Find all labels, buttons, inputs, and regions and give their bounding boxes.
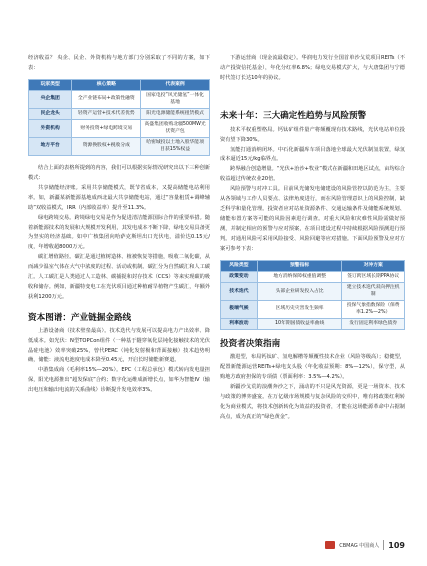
magazine-logo-icon (325, 541, 335, 549)
section-heading: 未来十年：三大确定性趋势与风险预警 (220, 110, 367, 121)
table-cell: 央企集团 (29, 91, 72, 109)
table-cell: 高盛集团收购北疆500MW光伏资产包 (141, 120, 210, 138)
section-heading: 投资者决策指南 (220, 339, 281, 350)
table-cell: 建立技术迭代双向押注机制 (342, 283, 405, 301)
table-cell: 民企龙头 (29, 109, 72, 120)
table-cell: 10年期国债收益率曲线 (257, 318, 342, 329)
paragraph: 绿电跨境交易。跨境绿电交易是作为促进清洁能源国际合作的重要举措。随着新能源技术的发展和大规模开发利用，其发电成本不断下降，绿电交易具备更为坚实的经济基础。如中广核集团向哈萨克斯坦出口光伏电，溢价达0.15元/度，年增收超8000万元。 (28, 214, 210, 251)
paragraph: 经济收益？ 央企、民企、外资机构与地方部门分别采取了不同的方案，如下表： (28, 55, 210, 71)
table-cell: 政策变动 (221, 271, 258, 282)
paragraph: 风险预警与对冲工具。目前风光储发电储建设的风险管控以防范为主，主要从各领域与工作人员要点、法律角度进行，而在风险管理意识上的风险控制，缺乏科学和量化管理。投资者应对站址资源条件、交通运输条件及储能系统规划、储能布置方案等可能的风险因素进行调查。对重大风险和灾难性风险需做好预测，并制定相应的预警与应对预案，在项目建设过程中持续根据风险预测进行预判。对通用风险可采用风险接受、风险回避等应对措施。下面风险预警及应对方案可参考下表： (220, 186, 405, 252)
table-row (221, 271, 405, 282)
table-cell: 技术迭代 (221, 283, 258, 301)
table-cell: 头部企业研发投入占比 (257, 283, 342, 301)
table-cell: 国家电投“风光储氢”一体化基地 (141, 91, 210, 109)
column-header: 风险类型 (221, 260, 258, 271)
paragraph: 跨界融合创造增量。“光伏+治沙+牧业”模式在新疆和田地区试点，亩均综合收益超过传统农业20倍。 (220, 166, 405, 183)
page-footer (305, 538, 405, 552)
table-cell: 地方消纳保障权重值调整 (257, 271, 342, 282)
column-header: 对冲方案 (342, 260, 405, 271)
paragraph: 共享储能经济账。采用共享储能模式，既节省成本，又提高储能电站利用率。如，新疆某新能源基地成西北最大共享储能电站，通过“容量租赁+调峰辅助”双收益模式，IRR（内部收益率）提升至11.3%。 (28, 184, 210, 211)
table-cell: 财务投资+绿电跨境交易 (72, 120, 141, 138)
table-cell: 签订跨区域长期PPA协议 (342, 271, 405, 282)
table-cell: 外资机构 (29, 120, 72, 138)
left-column (28, 54, 210, 396)
paragraph: 上游设备商（技术壁垒最高）。技术迭代与发展可以提高电力产出效率、降低成本。如光伏：N型TOPCon组件（一种基于隧穿氧化层钝化接触技术的光伏晶硅电池）效率突破25%，曾代PERC（钝化发射极和背面接触）技术趋势明确，储能：液流电池度电成本降至0.45元，开启长时储能新赛道。 (28, 327, 210, 364)
table-cell: 极端气候 (221, 301, 258, 319)
table-cell: 哈密城投以土地入股华能项目获15%权益 (141, 138, 210, 156)
table-cell: 资源换股权+税收分成 (72, 138, 141, 156)
table-cell: 阳光电源储能系统租赁模式 (141, 109, 210, 120)
table-cell: 发行固定利率绿色债券 (342, 318, 405, 329)
table-header-row (221, 260, 405, 271)
table-header-row (29, 79, 210, 90)
risk-table (220, 260, 405, 331)
column-header: 代表案例 (141, 79, 210, 90)
table-row (29, 91, 210, 109)
paragraph: 中游集成商（毛利率15%—20%）。EPC（工程总承包）模式转向发电量担保，阳光电源推出“超发保底”合约；数字化运维成新增长点，如华为智能IV（输出电压和输出电流的关系曲线）诊断提升发电效率3%。 (28, 367, 210, 394)
paragraph: 新疆沙戈荒的浪潮奔沙之下，涌动的不只是风光资源，更是一场资本、技术与政策的博弈盛宴。在万亿级市场规模与复杂风险的交织中，唯有将政策红利转化为商业模式，将技术创新转化为效益的投资者，才能在这场能源革命中占据制高点，成为真正的“绿色黄金”。 (220, 384, 405, 420)
page-number: 109 (388, 540, 405, 550)
paragraph: 碳汇增值路径。碳汇是通过植树造林、植被恢复等措施，吸收二氧化碳，从而减少温室气体在大气中浓度的过程、活动或机制。碳汇分为自然碳汇和人工碳汇。人工碳汇是人类通过人工造林、碳捕捉和封存技术（CCS）等来实现碳的吸收和储存。例如，新疆特变电工在光伏项目通过种植耐旱植物产生碳汇，年额外获利1200万元。 (28, 254, 210, 300)
strategy-table (28, 79, 210, 156)
table-row (29, 138, 210, 156)
paragraph: 激进型，布局钙钛矿、氢电解槽等颠覆性技术企业（风险等级高）；稳健型，配置新能源运营REITs+绿电支头股（年化收益预期：8%—12%），保守型，从购地方政府担保的专项债（票面利率：3.5%—4.2%）。 (220, 354, 405, 381)
column-header: 预警指标 (257, 260, 342, 271)
table-row (29, 120, 210, 138)
table-cell: 地方平台 (29, 138, 72, 156)
right-column (220, 54, 405, 423)
magazine-brand: CBMAG 中国商人 (339, 542, 380, 549)
table-row (221, 283, 405, 301)
table-row (221, 318, 405, 329)
paragraph: 结合上面的表格所提到的内容，我们可以根据实际情况研究出以下三种创新模式： (28, 165, 210, 181)
table-cell: 投保气象指数保险（保费率1.2%—2%） (342, 301, 405, 319)
section-heading: 资本图谱：产业链掘金路线 (28, 312, 132, 323)
table-row (29, 109, 210, 120)
paragraph: 下游运营商（现金流最稳定）。华润电力发行全国首单沙戈荒项目REITs（不动产投资信托基金），年化分红率6.8%；绿电交易模式扩大，与大唐集团与宁德时代签订长达10年的协议。 (220, 55, 405, 81)
paragraph: 技术平权重塑格局。钙钛矿组件量产将颠覆现有技术路线，光伏电站单位投资有望下降30%。 (220, 126, 405, 143)
paragraph: 氢能打通消纳闭环。中石化新疆库车项目落地全球最大光伏制氢装置，绿氢成本逼近15元/kg临界点。 (220, 146, 405, 163)
column-header: 玩家类型 (29, 79, 72, 90)
table-cell: 区域历史灾害发生频率 (257, 301, 342, 319)
table-cell: 全产业链布局+政策性融资 (72, 91, 141, 109)
column-header: 核心策略 (72, 79, 141, 90)
table-cell: 轻资产运营+技术代差优势 (72, 109, 141, 120)
table-cell: 利率波动 (221, 318, 258, 329)
table-row (221, 301, 405, 319)
footer-divider (383, 540, 384, 550)
